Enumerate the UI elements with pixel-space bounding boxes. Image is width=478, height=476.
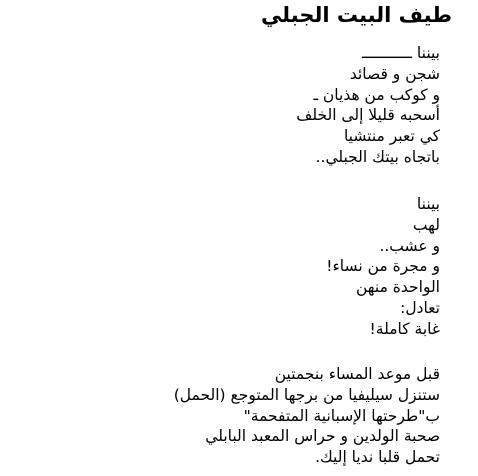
poem-title: طيف البيت الجبلي xyxy=(260,3,452,27)
poem-line: و كوكب من هذيان ـ xyxy=(313,85,440,104)
poem-line: ب"طرحتها الإسبانية المتفحمة" xyxy=(243,406,440,425)
poem-line: كي تعبر منتشيا xyxy=(343,127,440,146)
poem-line: و عشب.. xyxy=(379,236,440,255)
poem-line: غابة كاملة! xyxy=(369,319,440,338)
poem-line: بيننا xyxy=(416,195,440,213)
stanza-1 xyxy=(296,43,440,168)
stanza-3 xyxy=(174,364,440,468)
poem-line: تحمل قلبا نديا إليك. xyxy=(315,448,440,467)
poem-line: بيننا ـــــــــــ xyxy=(362,44,440,62)
stanza-2 xyxy=(326,194,440,340)
poem-line: صحبة الولدين و حراس المعبد البابلي xyxy=(205,427,440,446)
poem-line: شجن و قصائد xyxy=(349,64,440,83)
poem-line: تعادل: xyxy=(400,298,440,317)
poem-line: قبل موعد المساء بنجمتين xyxy=(274,365,440,383)
poem-line: ستنزل سيليفيا من برجها المتوجع (الحمل) xyxy=(173,385,440,404)
poem-line: الواحدة منهن xyxy=(355,278,440,297)
poem-line: لهب xyxy=(412,215,440,234)
poem-line: أسحبه قليلا إلى الخلف xyxy=(296,106,440,125)
poem-line: و مجرة من نساء! xyxy=(326,257,440,276)
poem-line: باتجاه بيتك الجبلي.. xyxy=(315,147,440,166)
